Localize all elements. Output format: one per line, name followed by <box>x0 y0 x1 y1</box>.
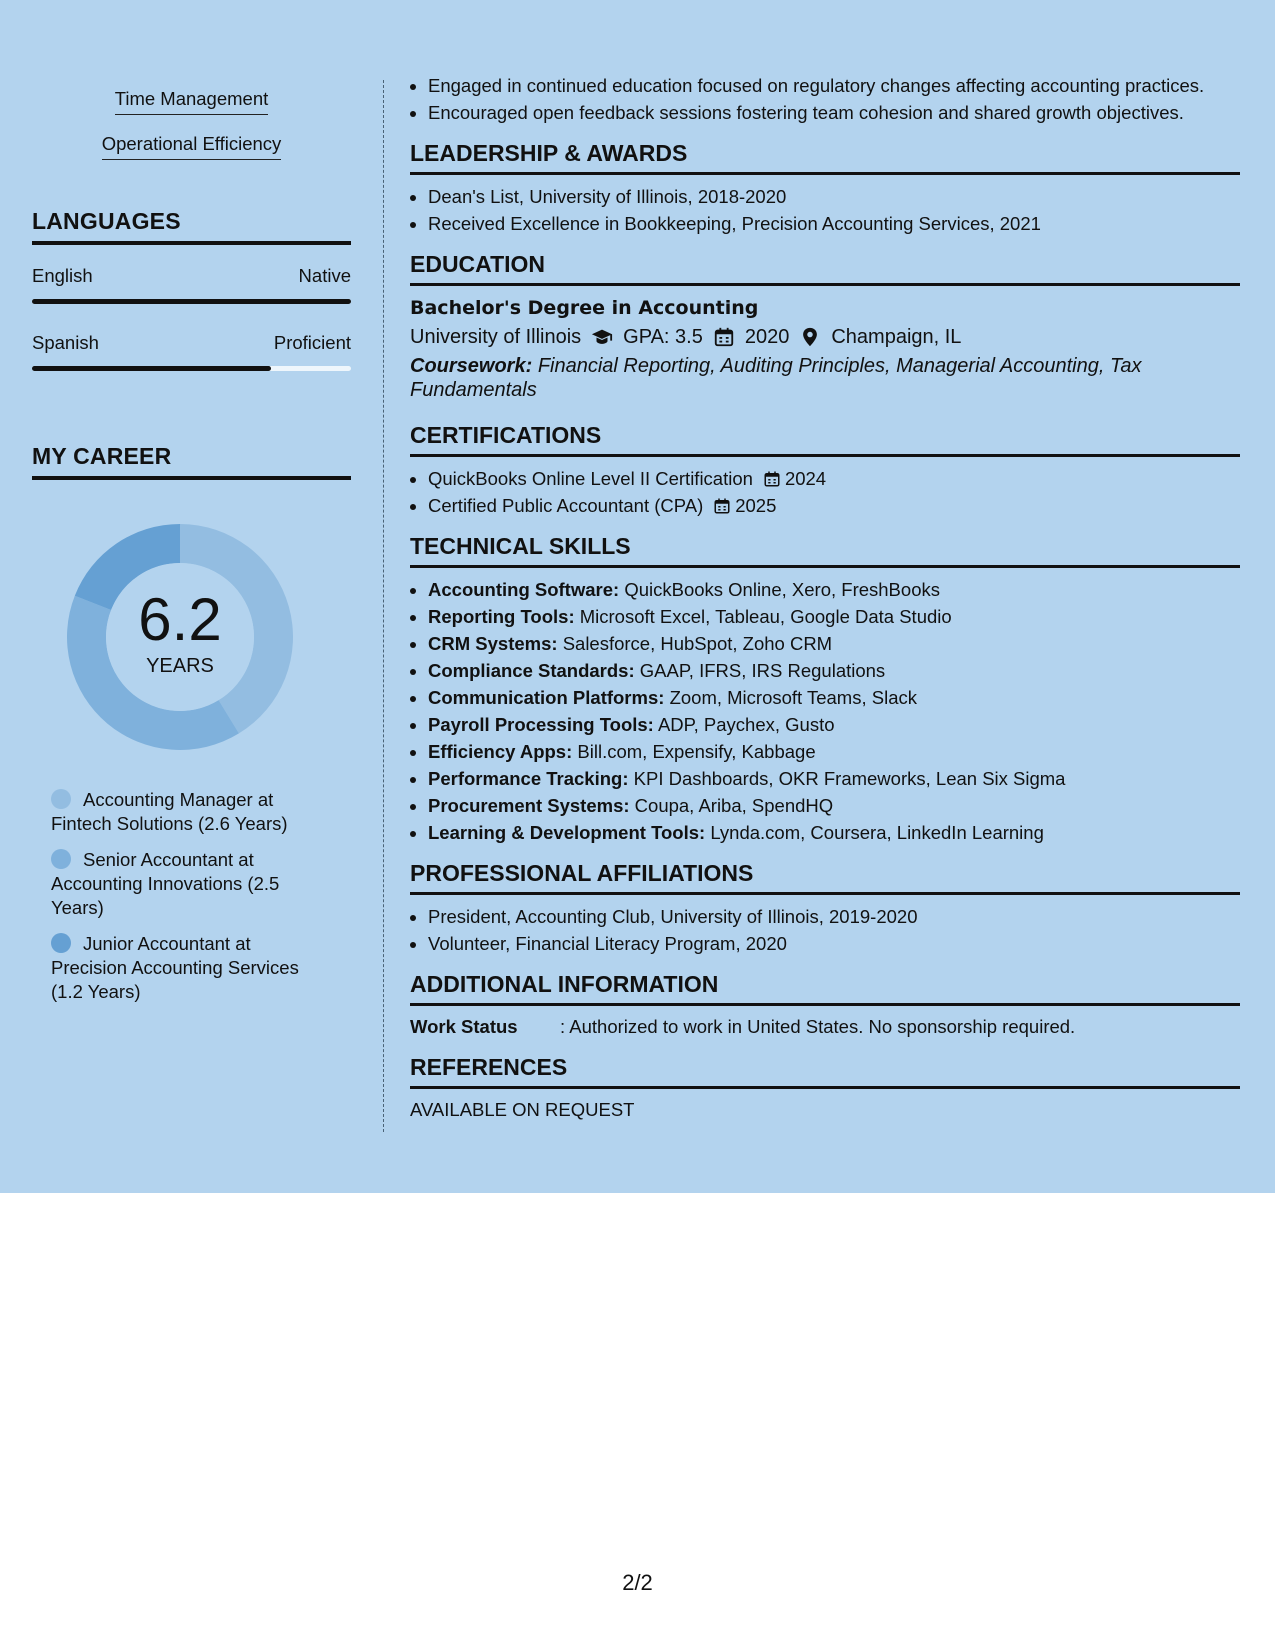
references-text: AVAILABLE ON REQUEST <box>410 1099 635 1120</box>
certification-name: QuickBooks Online Level II Certification <box>428 468 753 489</box>
career-donut-chart <box>65 522 295 752</box>
skill-category: Communication Platforms: <box>428 687 665 708</box>
work-status-label: Work Status <box>410 1016 518 1037</box>
languages-heading: LANGUAGES <box>32 208 351 245</box>
skill-values: ADP, Paychex, Gusto <box>657 714 835 735</box>
language-item <box>32 332 351 371</box>
legend-dot <box>51 789 71 809</box>
technical-skills-section <box>410 533 1240 846</box>
list-item: • Encouraged open feedback sessions fostering team cohesion and shared growth objectives. <box>428 99 1240 126</box>
legend-dot <box>51 933 71 953</box>
list-item: • President, Accounting Club, University of Illinois, 2019-2020 <box>428 903 1240 930</box>
main-column <box>410 75 1240 1123</box>
list-item <box>428 576 1240 603</box>
certification-year: 2025 <box>735 495 777 516</box>
section-heading: ADDITIONAL INFORMATION <box>410 971 1240 1006</box>
location-pin-icon <box>799 326 821 348</box>
list-item: • Dean's List, University of Illinois, 2018-2020 <box>428 183 1240 210</box>
skill-values: GAAP, IFRS, IRS Regulations <box>639 660 886 681</box>
school-location: Champaign, IL <box>831 326 962 348</box>
career-unit: YEARS <box>146 655 214 677</box>
certifications-section <box>410 422 1240 519</box>
work-status <box>410 1014 1240 1040</box>
skill-values: KPI Dashboards, OKR Frameworks, Lean Six Sigma <box>633 768 1066 789</box>
references-section <box>410 1054 1240 1123</box>
list-item <box>428 765 1240 792</box>
list-item <box>428 657 1240 684</box>
skill-values: Bill.com, Expensify, Kabbage <box>577 741 816 762</box>
language-item <box>32 265 351 304</box>
section-heading: PROFESSIONAL AFFILIATIONS <box>410 860 1240 895</box>
list-item <box>428 819 1240 846</box>
language-bar-fill <box>32 299 351 304</box>
skill-category: Procurement Systems: <box>428 795 630 816</box>
calendar-icon <box>763 470 781 488</box>
skill-values: Lynda.com, Coursera, LinkedIn Learning <box>710 822 1044 843</box>
legend-dot <box>51 849 71 869</box>
skill-category: Efficiency Apps: <box>428 741 573 762</box>
technical-skills-list <box>410 576 1240 846</box>
skill-category: Reporting Tools: <box>428 606 575 627</box>
skill-category: Performance Tracking: <box>428 768 629 789</box>
career-legend-label: Accounting Manager at Fintech Solutions (2.6 Years) <box>51 789 288 834</box>
column-divider <box>383 80 384 1132</box>
list-item: • Engaged in continued education focused on regulatory changes affecting accounting practices. <box>428 72 1240 99</box>
section-heading: EDUCATION <box>410 251 1240 286</box>
list-item <box>428 711 1240 738</box>
language-level: Proficient <box>273 332 351 353</box>
list-item: • Received Excellence in Bookkeeping, Precision Accounting Services, 2021 <box>428 210 1240 237</box>
coursework-label: Coursework: <box>410 355 533 377</box>
coursework-text: Financial Reporting, Auditing Principles, Managerial Accounting, Tax Fundamentals <box>410 355 1142 401</box>
skill-values: Coupa, Ariba, SpendHQ <box>634 795 834 816</box>
career-total: 6.2 <box>138 586 222 653</box>
career-legend-item <box>51 848 331 920</box>
language-bar <box>32 366 351 371</box>
work-status-value: : Authorized to work in United States. No sponsorship required. <box>560 1016 1076 1037</box>
language-name: Spanish <box>32 332 99 353</box>
language-level: Native <box>298 265 351 286</box>
skill-item: Time Management <box>115 86 269 115</box>
skill-category: Payroll Processing Tools: <box>428 714 654 735</box>
section-heading: CERTIFICATIONS <box>410 422 1240 457</box>
skill-category: CRM Systems: <box>428 633 558 654</box>
language-name: English <box>32 265 93 286</box>
calendar-icon <box>713 497 731 515</box>
page-number: 2/2 <box>622 1570 653 1595</box>
career-legend-item <box>51 788 331 836</box>
calendar-icon <box>713 326 735 348</box>
list-item <box>428 603 1240 630</box>
language-bar <box>32 299 351 304</box>
degree-title: Bachelor's Degree in Accounting <box>410 297 759 319</box>
section-heading: REFERENCES <box>410 1054 1240 1089</box>
skill-item: Operational Efficiency <box>102 131 282 160</box>
skills-list <box>32 86 351 176</box>
school-name: University of Illinois <box>410 326 582 348</box>
donut-center <box>65 522 295 752</box>
coursework <box>410 354 1240 402</box>
career-legend-label: Senior Accountant at Accounting Innovations (2.5 Years) <box>51 849 280 918</box>
skill-values: Zoom, Microsoft Teams, Slack <box>669 687 917 708</box>
list-item <box>428 630 1240 657</box>
career-legend-item <box>51 932 331 1004</box>
additional-info-section <box>410 971 1240 1040</box>
certification-name: Certified Public Accountant (CPA) <box>428 495 704 516</box>
skill-values: QuickBooks Online, Xero, FreshBooks <box>624 579 940 600</box>
certification-year: 2024 <box>784 468 827 489</box>
list-item <box>428 792 1240 819</box>
list-item <box>428 738 1240 765</box>
section-heading: TECHNICAL SKILLS <box>410 533 1240 568</box>
list-item <box>428 492 1240 519</box>
skill-values: Salesforce, HubSpot, Zoho CRM <box>562 633 833 654</box>
skill-category: Accounting Software: <box>428 579 620 600</box>
list-item <box>428 684 1240 711</box>
skill-category: Compliance Standards: <box>428 660 635 681</box>
education-section <box>410 251 1240 402</box>
section-heading: LEADERSHIP & AWARDS <box>410 140 1240 175</box>
career-heading: MY CAREER <box>32 443 351 480</box>
career-legend <box>32 788 331 1004</box>
experience-continued-list <box>410 72 1240 126</box>
graduation-year: 2020 <box>744 326 790 348</box>
languages-list <box>32 265 351 371</box>
skill-values: Microsoft Excel, Tableau, Google Data Studio <box>579 606 952 627</box>
gpa: GPA: 3.5 <box>623 326 703 348</box>
leadership-section <box>410 140 1240 237</box>
graduation-cap-icon <box>591 326 613 348</box>
list-item <box>428 465 1240 492</box>
skill-category: Learning & Development Tools: <box>428 822 706 843</box>
list-item: • Volunteer, Financial Literacy Program, 2020 <box>428 930 1240 957</box>
sidebar <box>32 78 351 1016</box>
language-bar-fill <box>32 366 271 371</box>
education-meta <box>410 322 1240 352</box>
affiliations-section <box>410 860 1240 957</box>
career-legend-label: Junior Accountant at Precision Accounting Services (1.2 Years) <box>51 933 299 1002</box>
